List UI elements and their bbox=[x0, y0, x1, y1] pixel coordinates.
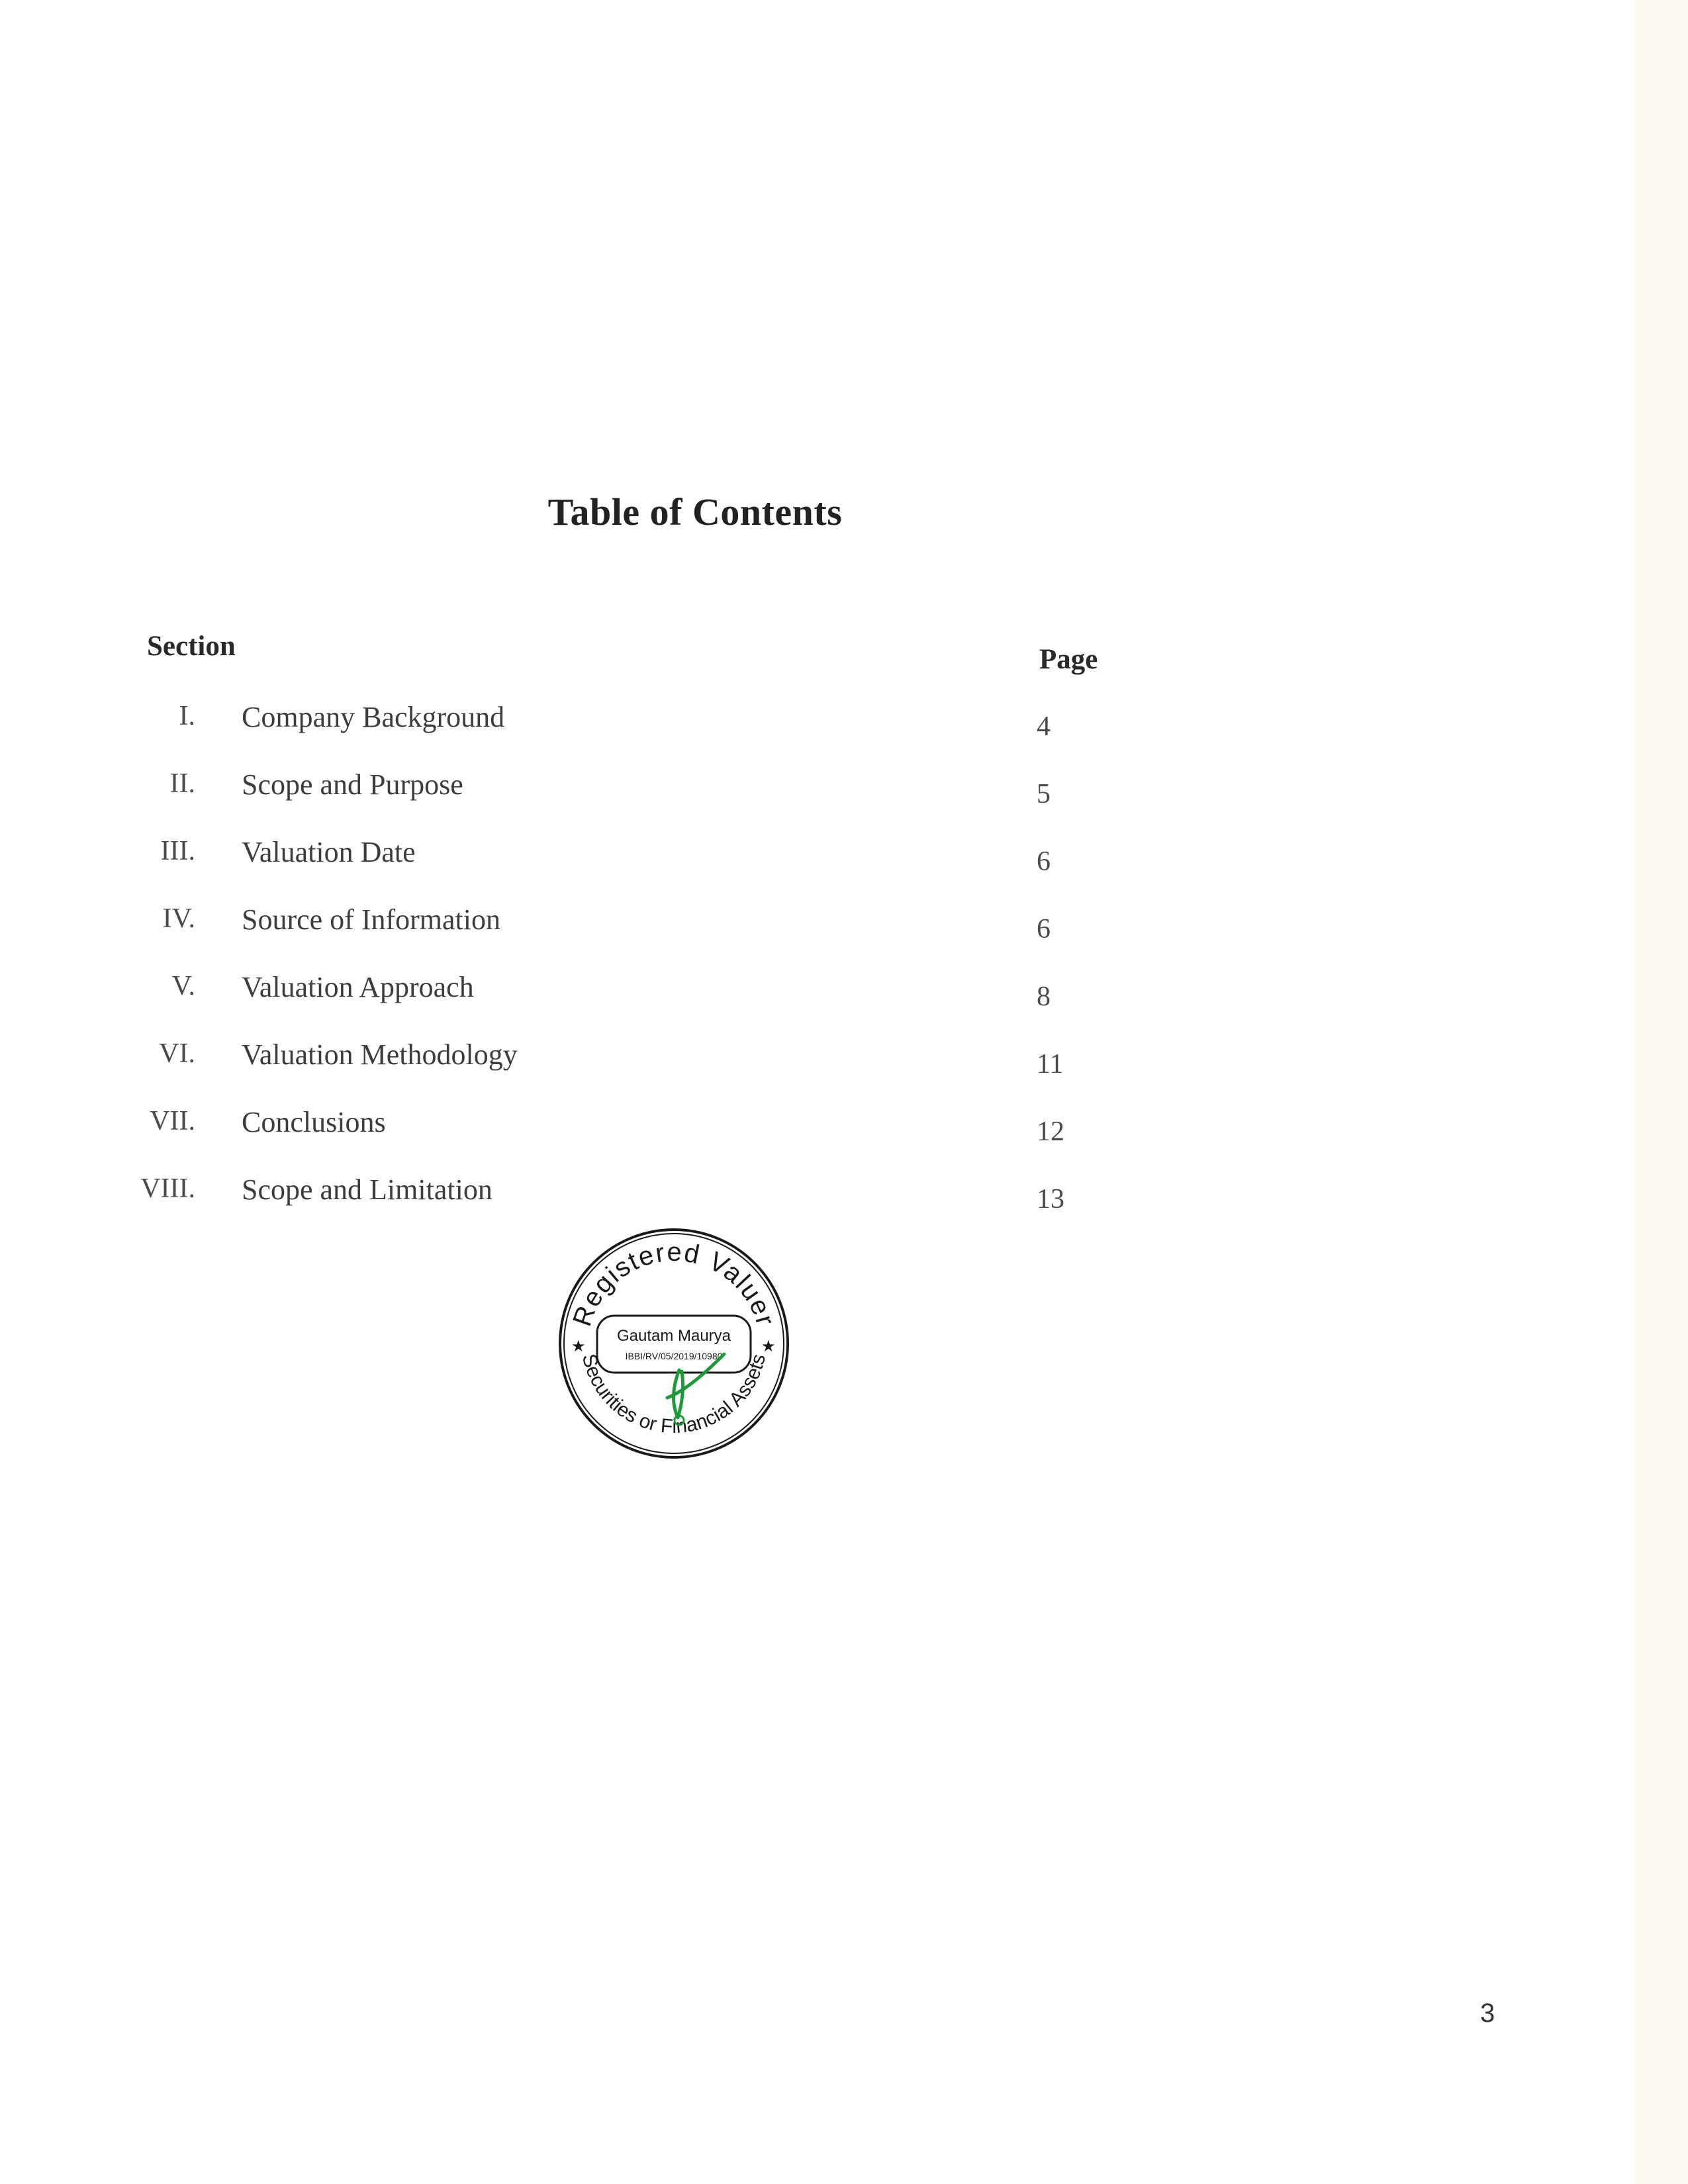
toc-entry-numeral: IV. bbox=[162, 903, 195, 934]
toc-entry bbox=[0, 835, 1390, 888]
toc-entry-numeral: III. bbox=[160, 836, 195, 866]
toc-entry-numeral: I. bbox=[179, 701, 195, 731]
toc-entry-page: 4 bbox=[1037, 711, 1051, 742]
page-column-header: Page bbox=[1039, 644, 1098, 675]
toc-entry-page: 5 bbox=[1037, 779, 1051, 809]
toc-entry-page: 11 bbox=[1037, 1049, 1064, 1079]
toc-entry-numeral: VIII. bbox=[140, 1173, 195, 1204]
stamp-arc-bottom-text: Securities or Financial Assets bbox=[577, 1351, 771, 1438]
toc-entry-page: 6 bbox=[1037, 914, 1051, 944]
stamp-name: Gautam Maurya bbox=[616, 1327, 731, 1345]
scanned-page-edge bbox=[1635, 0, 1688, 2184]
page-number: 3 bbox=[1480, 1999, 1495, 2028]
toc-entry bbox=[0, 1038, 1390, 1091]
toc-entry-label: Valuation Methodology bbox=[242, 1038, 518, 1071]
toc-entry-page: 8 bbox=[1037, 981, 1051, 1012]
toc-entry bbox=[0, 700, 1390, 753]
toc-entry bbox=[0, 903, 1390, 956]
toc-entry bbox=[0, 1105, 1390, 1158]
stamp-star-icon: ★ bbox=[761, 1337, 776, 1355]
toc-entry-page: 13 bbox=[1037, 1184, 1064, 1214]
page-title: Table of Contents bbox=[547, 490, 843, 533]
toc-entry-label: Scope and Limitation bbox=[242, 1173, 492, 1206]
toc-entry-numeral: II. bbox=[169, 768, 195, 799]
toc-entry bbox=[0, 1173, 1390, 1226]
toc-entry bbox=[0, 768, 1390, 821]
toc-entry-label: Valuation Approach bbox=[242, 971, 474, 1003]
toc-entry-page: 6 bbox=[1037, 846, 1051, 877]
registered-valuer-stamp bbox=[555, 1224, 793, 1463]
stamp-registration: IBBI/RV/05/2019/10980 bbox=[625, 1351, 723, 1361]
toc-entry-numeral: V. bbox=[171, 971, 195, 1001]
section-column-header: Section bbox=[147, 631, 236, 662]
toc-entry-page: 12 bbox=[1037, 1116, 1064, 1147]
toc-entry-numeral: VI. bbox=[159, 1038, 195, 1069]
toc-entry-label: Valuation Date bbox=[242, 836, 416, 868]
toc-entry bbox=[0, 970, 1390, 1023]
toc-entry-label: Company Background bbox=[242, 701, 505, 733]
stamp-arc-top-text: Registered Valuer bbox=[567, 1237, 780, 1330]
toc-entry-label: Scope and Purpose bbox=[242, 768, 463, 801]
toc-entry-numeral: VII. bbox=[150, 1106, 195, 1136]
toc-entry-label: Conclusions bbox=[242, 1106, 386, 1138]
stamp-star-icon: ★ bbox=[571, 1337, 586, 1355]
toc-entry-label: Source of Information bbox=[242, 903, 500, 936]
